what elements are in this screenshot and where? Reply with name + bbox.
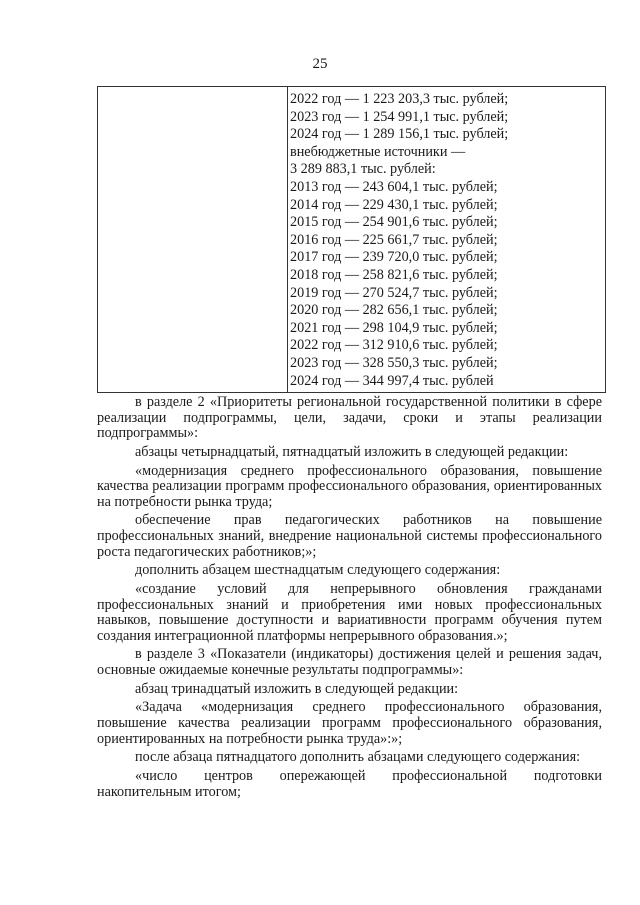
document-body — [97, 395, 602, 803]
funding-line: 2015 год — 254 901,6 тыс. рублей; — [290, 214, 498, 231]
funding-line: 2024 год — 1 289 156,1 тыс. рублей; — [290, 126, 509, 143]
funding-line: 2013 год — 243 604,1 тыс. рублей; — [290, 178, 498, 195]
funding-line: 2017 год — 239 720,0 тыс. рублей; — [290, 249, 498, 266]
paragraph: в разделе 2 «Приоритеты региональной государственной политики в сфере реализации подпрограммы, цели, задачи, сроки и этапы реализации подпрограммы»: — [97, 394, 602, 442]
funding-line: 2022 год — 1 223 203,3 тыс. рублей; — [290, 91, 509, 107]
funding-line: 3 289 883,1 тыс. рублей: — [290, 161, 436, 178]
page-number: 25 — [312, 56, 328, 72]
table-left-cell — [98, 87, 288, 392]
paragraph: «модернизация среднего профессионального образования, повышение качества реализации программ профессионального образования, ориентированных на потребности рынка труда; — [97, 462, 602, 510]
paragraph: абзац тринадцатый изложить в следующей редакции: — [135, 680, 459, 697]
funding-line: 2020 год — 282 656,1 тыс. рублей; — [290, 302, 498, 319]
paragraph: абзацы четырнадцатый, пятнадцатый изложить в следующей редакции: — [135, 443, 569, 460]
paragraph: «число центров опережающей профессиональной подготовки накопительным итогом; — [97, 768, 602, 800]
paragraph: «Задача «модернизация среднего профессионального образования, повышение качества реализации программ профессионального образования, ориентированных на потребности рынка труда»:»; — [97, 699, 602, 747]
paragraph: «создание условий для непрерывного обновления гражданами профессиональных знаний и приобретения ими новых профессиональных навыков, повышение доступности и вариативности программ обучения путем создания интеграционной платформы непрерывного образования.»; — [97, 581, 602, 644]
funding-line: 2022 год — 312 910,6 тыс. рублей; — [290, 337, 498, 354]
funding-line: 2023 год — 1 254 991,1 тыс. рублей; — [290, 108, 509, 125]
paragraph: в разделе 3 «Показатели (индикаторы) достижения целей и решения задач, основные ожидаемые конечные результаты подпрограммы»: — [97, 646, 602, 679]
funding-line: 2024 год — 344 997,4 тыс. рублей — [290, 372, 494, 389]
funding-line: 2014 год — 229 430,1 тыс. рублей; — [290, 196, 498, 213]
funding-line: внебюджетные источники — — [290, 143, 466, 160]
table-right-cell — [288, 87, 605, 390]
paragraph: обеспечение прав педагогических работников на повышение профессиональных знаний, внедрение национальной системы профессионального роста педагогических работников;»; — [97, 512, 602, 560]
funding-line: 2019 год — 270 524,7 тыс. рублей; — [290, 284, 498, 301]
funding-line: 2021 год — 298 104,9 тыс. рублей; — [290, 319, 498, 336]
funding-line: 2016 год — 225 661,7 тыс. рублей; — [290, 231, 498, 248]
funding-line: 2023 год — 328 550,3 тыс. рублей; — [290, 354, 498, 371]
paragraph: дополнить абзацем шестнадцатым следующего содержания: — [135, 562, 501, 579]
paragraph: после абзаца пятнадцатого дополнить абзацами следующего содержания: — [135, 749, 581, 766]
funding-line: 2018 год — 258 821,6 тыс. рублей; — [290, 266, 498, 283]
funding-table — [97, 86, 606, 393]
